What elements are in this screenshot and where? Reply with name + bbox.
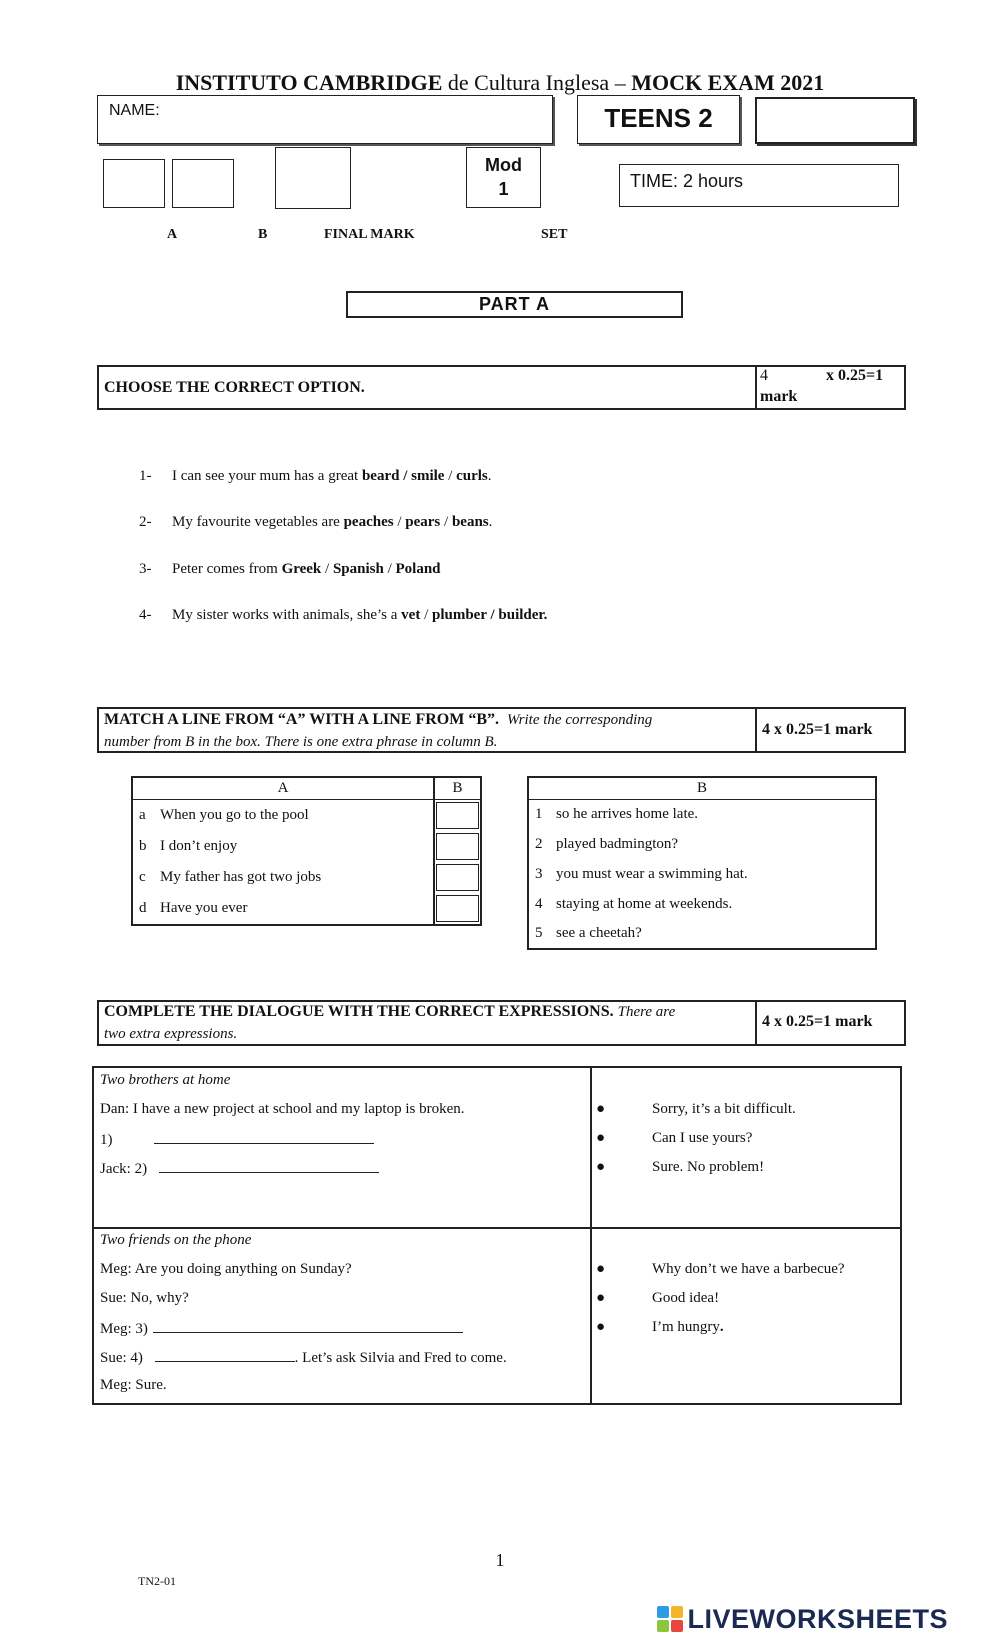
row-text: When you go to the pool xyxy=(160,806,309,823)
column-a-header: A xyxy=(132,777,434,799)
answer-blank-3[interactable] xyxy=(153,1319,463,1333)
dialogue1-line3 xyxy=(100,1159,379,1178)
column-b-answer-header: B xyxy=(434,777,481,799)
section1-instruction: CHOOSE THE CORRECT OPTION. xyxy=(104,379,365,396)
bullet: ● xyxy=(596,1290,606,1306)
dialogue1-line2 xyxy=(100,1130,374,1149)
dialogue2-heading: Two friends on the phone xyxy=(100,1232,252,1248)
section2-mark: 4 x 0.25=1 mark xyxy=(762,721,873,738)
question-option[interactable]: Poland xyxy=(395,561,441,577)
mark-a-box[interactable] xyxy=(103,159,165,208)
answer-box[interactable] xyxy=(436,833,479,860)
title-institute: INSTITUTO CAMBRIDGE xyxy=(175,70,443,95)
dialogue1-line2-label: 1) xyxy=(100,1132,113,1148)
section3-divider xyxy=(755,1002,757,1044)
row-text: so he arrives home late. xyxy=(556,805,699,822)
dialogue2-line4-label: Sue: 4) xyxy=(100,1350,143,1366)
logo-square xyxy=(671,1620,683,1632)
title-exam: MOCK EXAM 2021 xyxy=(631,70,825,95)
module-label xyxy=(466,153,541,201)
answer-box[interactable] xyxy=(436,802,479,829)
answer-cell xyxy=(434,862,481,893)
set-answer-box[interactable] xyxy=(755,97,915,144)
row-text: staying at home at weekends. xyxy=(556,895,733,912)
question-option[interactable]: beard / smile xyxy=(361,468,445,484)
dialogue-column-divider xyxy=(590,1068,592,1403)
logo-square xyxy=(671,1606,683,1618)
section3-mark: 4 x 0.25=1 mark xyxy=(762,1013,873,1030)
module-label-line2: 1 xyxy=(498,179,509,199)
question-option[interactable]: curls xyxy=(456,468,488,484)
section2-divider xyxy=(755,709,757,751)
label-b: B xyxy=(258,227,268,242)
part-label: PART A xyxy=(479,294,550,314)
mark-b-box[interactable] xyxy=(172,159,234,208)
level-label: TEENS 2 xyxy=(604,103,713,133)
name-label: NAME: xyxy=(109,102,160,119)
table-row xyxy=(528,799,876,829)
dialogue1-line1: Dan: I have a new project at school and my laptop is broken. xyxy=(100,1101,465,1117)
dialogue2-line4 xyxy=(100,1348,507,1367)
question-option[interactable]: peaches xyxy=(343,514,394,530)
question-number: 2- xyxy=(139,514,152,530)
dialogue2-line2: Sue: No, why? xyxy=(100,1290,189,1306)
answer-box[interactable] xyxy=(436,864,479,891)
table-row xyxy=(528,919,876,949)
answer-box[interactable] xyxy=(436,895,479,922)
question-end: . xyxy=(488,514,493,530)
module-label-line1: Mod xyxy=(485,155,522,175)
dialogue1-option-1: Sorry, it’s a bit difficult. xyxy=(652,1101,796,1117)
liveworksheets-logo-text: LIVEWORKSHEETS xyxy=(687,1603,948,1634)
question-text: My sister works with animals, she’s a xyxy=(172,607,402,623)
section1-mark-calc: x 0.25=1 xyxy=(826,367,884,384)
row-number: 4 xyxy=(535,895,543,912)
dialogue2-option-2: Good idea! xyxy=(652,1290,720,1306)
label-final-mark: FINAL MARK xyxy=(324,227,415,242)
question-1 xyxy=(139,468,492,485)
question-text: Peter comes from xyxy=(172,561,282,577)
dialogue2-line3-label: Meg: 3) xyxy=(100,1321,148,1337)
logo-square xyxy=(657,1620,669,1632)
row-number: 2 xyxy=(535,835,543,852)
table-row xyxy=(528,859,876,889)
option-separator: / xyxy=(393,514,406,530)
table-row xyxy=(132,893,481,925)
question-option[interactable]: Spanish xyxy=(332,561,384,577)
section2-instruction-note-2: number from B in the box. There is one extra phrase in column B. xyxy=(104,734,498,750)
column-b-header: B xyxy=(528,777,876,799)
answer-blank-4[interactable] xyxy=(155,1348,295,1362)
row-letter: d xyxy=(139,899,147,916)
question-text: I can see your mum has a great xyxy=(172,468,362,484)
dialogue-table xyxy=(92,1066,902,1405)
question-number: 1- xyxy=(139,468,152,484)
bullet: ● xyxy=(596,1261,606,1277)
question-option[interactable]: Greek xyxy=(281,561,322,577)
dialogue2-option-3-period: . xyxy=(719,1319,724,1335)
row-text: played badmington? xyxy=(556,835,679,852)
question-option[interactable]: pears xyxy=(405,514,441,530)
section1-mark-unit: mark xyxy=(760,388,798,405)
answer-blank-2[interactable] xyxy=(159,1159,379,1173)
section1-divider xyxy=(755,367,757,408)
dialogue1-option-2: Can I use yours? xyxy=(652,1130,753,1146)
match-table-a xyxy=(131,776,482,926)
bullet: ● xyxy=(596,1319,606,1335)
document-code: TN2-01 xyxy=(138,1574,176,1588)
dialogue2-option-3 xyxy=(652,1319,724,1336)
bullet: ● xyxy=(596,1130,606,1146)
match-table-b xyxy=(527,776,877,950)
table-row xyxy=(132,862,481,893)
question-option[interactable]: plumber / builder. xyxy=(431,607,548,623)
table-row xyxy=(528,889,876,919)
question-4 xyxy=(139,607,547,624)
question-3 xyxy=(139,561,441,578)
section2-instruction-note: Write the corresponding xyxy=(507,712,653,728)
section3-instruction-main: COMPLETE THE DIALOGUE WITH THE CORRECT EXPRESSIONS. xyxy=(104,1003,614,1020)
dialogue2-line3 xyxy=(100,1319,463,1338)
row-number: 5 xyxy=(535,925,543,941)
section3-instruction-note-2: two extra expressions. xyxy=(104,1026,238,1042)
option-separator: / xyxy=(321,561,333,577)
dialogue2-line5: Meg: Sure. xyxy=(100,1377,167,1393)
logo-square xyxy=(657,1606,669,1618)
row-letter: b xyxy=(139,837,147,854)
answer-cell xyxy=(434,799,481,831)
section2-instruction-main: MATCH A LINE FROM “A” WITH A LINE FROM “B”. xyxy=(104,711,499,728)
dialogue2-option-1: Why don’t we have a barbecue? xyxy=(652,1261,845,1277)
liveworksheets-logo xyxy=(657,1603,948,1635)
section3-instruction-note: There are xyxy=(617,1004,676,1020)
page-number: 1 xyxy=(495,1550,505,1570)
option-separator: / xyxy=(383,561,396,577)
section2-instruction xyxy=(104,711,652,729)
question-end: . xyxy=(487,468,492,484)
row-text: see a cheetah? xyxy=(556,925,642,941)
question-option[interactable]: vet xyxy=(401,607,421,623)
answer-blank-1[interactable] xyxy=(154,1130,374,1144)
dialogue2-option-3-text: I’m hungry xyxy=(652,1319,720,1335)
name-field-box[interactable] xyxy=(97,95,553,144)
liveworksheets-logo-icon xyxy=(657,1606,683,1632)
dialogue1-heading: Two brothers at home xyxy=(100,1072,231,1088)
table-row xyxy=(132,799,481,831)
option-separator: / xyxy=(440,514,452,530)
section3-instruction xyxy=(104,1003,675,1021)
bullet: ● xyxy=(596,1101,606,1117)
row-text: you must wear a swimming hat. xyxy=(556,865,748,882)
row-letter: c xyxy=(139,868,146,885)
dialogue1-line3-label: Jack: 2) xyxy=(100,1161,148,1177)
question-number: 4- xyxy=(139,607,152,623)
dialogue2-line4-rest: . Let’s ask Silvia and Fred to come. xyxy=(294,1350,507,1366)
row-text: My father has got two jobs xyxy=(160,868,322,885)
bullet: ● xyxy=(596,1159,606,1175)
dialogue2-line1: Meg: Are you doing anything on Sunday? xyxy=(100,1261,352,1277)
question-2 xyxy=(139,514,492,531)
option-separator: / xyxy=(420,607,432,623)
row-number: 1 xyxy=(535,805,543,822)
table-row xyxy=(132,831,481,862)
row-text: Have you ever xyxy=(160,899,248,916)
label-a: A xyxy=(167,227,178,242)
label-set: SET xyxy=(541,227,568,242)
row-letter: a xyxy=(139,806,146,823)
table-row xyxy=(528,829,876,859)
row-number: 3 xyxy=(535,865,543,882)
exam-title xyxy=(0,70,1000,96)
final-mark-box[interactable] xyxy=(275,147,351,209)
section1-mark-count: 4 xyxy=(760,367,768,384)
answer-cell xyxy=(434,831,481,862)
row-text: I don’t enjoy xyxy=(160,837,238,854)
answer-cell xyxy=(434,893,481,925)
time-label: TIME: 2 hours xyxy=(630,171,744,191)
title-middle: de Cultura Inglesa – xyxy=(442,70,632,95)
dialogue1-option-3: Sure. No problem! xyxy=(652,1159,765,1175)
dialogue-row-divider xyxy=(94,1227,900,1229)
question-number: 3- xyxy=(139,561,152,577)
question-option[interactable]: beans xyxy=(451,514,489,530)
question-text: My favourite vegetables are xyxy=(172,514,344,530)
option-separator: / xyxy=(444,468,457,484)
